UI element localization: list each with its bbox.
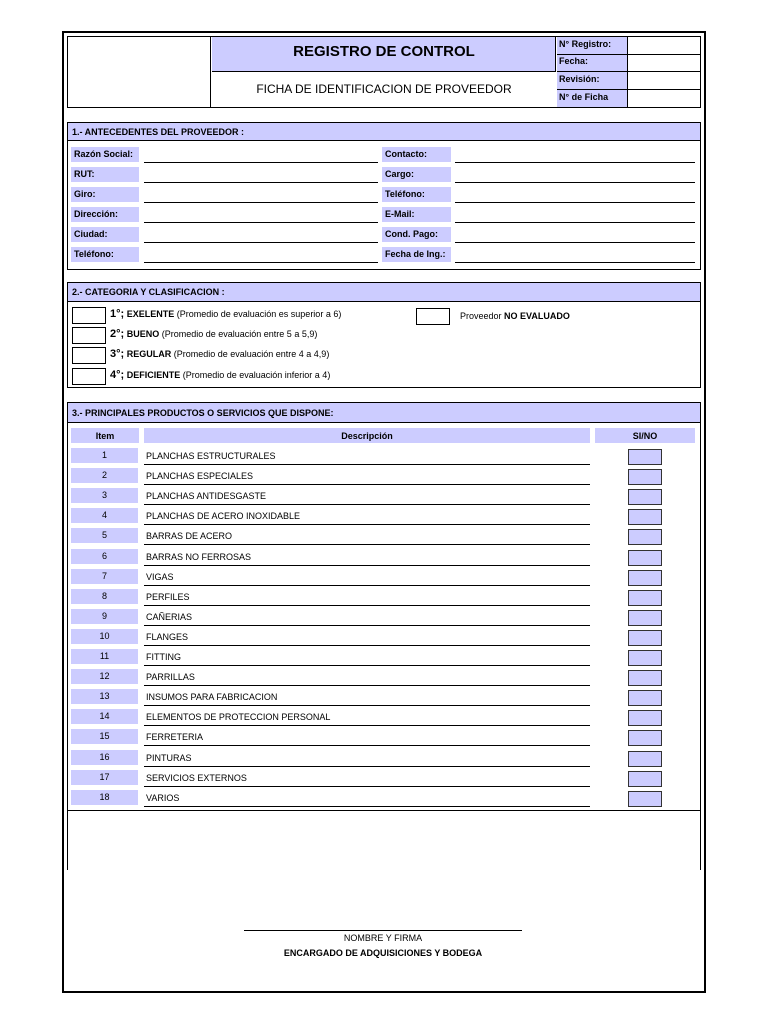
item-description: PERFILES	[146, 592, 190, 602]
sino-field[interactable]	[628, 650, 662, 666]
field-contacto[interactable]	[455, 162, 695, 163]
row-underline	[144, 524, 590, 525]
sino-field[interactable]	[628, 630, 662, 646]
not-evaluated-text: NO EVALUADO	[504, 311, 570, 321]
label-telefono-contacto: Teléfono:	[382, 187, 451, 202]
col-header-sino-text: SI/NO	[632, 431, 658, 441]
sino-field[interactable]	[628, 529, 662, 545]
item-description: FITTING	[146, 652, 181, 662]
label-cargo: Cargo:	[382, 167, 451, 182]
col-header-item-text: Item	[95, 431, 115, 441]
sino-field[interactable]	[628, 791, 662, 807]
category-name: DEFICIENTE	[126, 370, 181, 380]
sino-field[interactable]	[628, 449, 662, 465]
row-underline	[144, 745, 590, 746]
sino-field[interactable]	[628, 489, 662, 505]
label-fecha-ingreso: Fecha de Ing.:	[382, 247, 451, 262]
category-name: REGULAR	[126, 349, 172, 359]
label-direccion: Dirección:	[71, 207, 139, 222]
sino-field[interactable]	[628, 690, 662, 706]
meta-value-ficha[interactable]	[629, 90, 700, 106]
item-number: 12	[71, 669, 138, 684]
category-1	[110, 308, 341, 320]
item-description: BARRAS NO FERROSAS	[146, 552, 252, 562]
label-razon-social: Razón Social:	[71, 147, 139, 162]
category-checkbox-3[interactable]	[72, 347, 106, 364]
row-underline	[144, 464, 590, 465]
not-evaluated-checkbox[interactable]	[416, 308, 450, 325]
field-rut[interactable]	[144, 182, 378, 183]
field-direccion[interactable]	[144, 222, 378, 223]
category-name: EXELENTE	[126, 309, 175, 319]
item-description: PLANCHAS ESPECIALES	[146, 471, 254, 481]
item-number: 15	[71, 729, 138, 744]
item-number: 1	[71, 448, 138, 463]
row-underline	[144, 484, 590, 485]
item-number: 16	[71, 750, 138, 765]
sino-field[interactable]	[628, 771, 662, 787]
label-ciudad: Ciudad:	[71, 227, 139, 242]
section3-heading: 3.- PRINCIPALES PRODUCTOS O SERVICIOS QUE DISPONE:	[72, 408, 334, 418]
category-number: 2°;	[110, 328, 125, 340]
label-cond-pago: Cond. Pago:	[382, 227, 451, 242]
category-3	[110, 348, 329, 360]
sino-field[interactable]	[628, 610, 662, 626]
category-description: (Promedio de evaluación es superior a 6)	[176, 309, 342, 319]
field-giro[interactable]	[144, 202, 378, 203]
item-number: 5	[71, 528, 138, 543]
table-bottom-line	[68, 810, 700, 811]
item-description: PLANCHAS DE ACERO INOXIDABLE	[146, 511, 301, 521]
label-contacto: Contacto:	[382, 147, 451, 162]
item-description: FLANGES	[146, 632, 189, 642]
col-header-description-text: Descripción	[341, 431, 393, 441]
item-description: PINTURAS	[146, 753, 192, 763]
row-underline	[144, 705, 590, 706]
category-number: 4°;	[110, 369, 125, 381]
item-number: 8	[71, 589, 138, 604]
section1-heading: 1.- ANTECEDENTES DEL PROVEEDOR :	[72, 127, 245, 137]
row-underline	[144, 565, 590, 566]
item-description: SERVICIOS EXTERNOS	[146, 773, 247, 783]
sino-field[interactable]	[628, 670, 662, 686]
meta-value-fecha[interactable]	[629, 55, 700, 71]
label-giro: Giro:	[71, 187, 139, 202]
sino-field[interactable]	[628, 570, 662, 586]
item-description: INSUMOS PARA FABRICACION	[146, 692, 278, 702]
row-underline	[144, 544, 590, 545]
signature-role-label: ENCARGADO DE ADQUISICIONES Y BODEGA	[283, 948, 483, 958]
field-ciudad[interactable]	[144, 242, 378, 243]
row-underline	[144, 806, 590, 807]
item-number: 11	[71, 649, 138, 664]
category-checkbox-4[interactable]	[72, 368, 106, 385]
category-description: (Promedio de evaluación entre 4 a 4,9)	[173, 349, 330, 359]
row-underline	[144, 585, 590, 586]
item-description: PLANCHAS ANTIDESGASTE	[146, 491, 267, 501]
meta-value-revision[interactable]	[629, 72, 700, 88]
category-description: (Promedio de evaluación inferior a 4)	[182, 370, 331, 380]
row-underline	[144, 504, 590, 505]
field-telefono[interactable]	[144, 262, 378, 263]
item-number: 3	[71, 488, 138, 503]
meta-label-ficha: N° de Ficha	[559, 92, 609, 102]
category-checkbox-2[interactable]	[72, 327, 106, 344]
field-razon-social[interactable]	[144, 162, 378, 163]
category-checkbox-1[interactable]	[72, 307, 106, 324]
sino-field[interactable]	[628, 469, 662, 485]
item-number: 9	[71, 609, 138, 624]
label-email: E-Mail:	[382, 207, 451, 222]
not-evaluated-label	[460, 311, 570, 321]
item-number: 18	[71, 790, 138, 805]
row-underline	[144, 645, 590, 646]
item-number: 17	[71, 770, 138, 785]
category-number: 3°;	[110, 348, 125, 360]
sino-field[interactable]	[628, 730, 662, 746]
item-number: 10	[71, 629, 138, 644]
field-fecha-ingreso[interactable]	[455, 262, 695, 263]
field-cond-pago[interactable]	[455, 242, 695, 243]
item-description: VARIOS	[146, 793, 180, 803]
item-description: PARRILLAS	[146, 672, 195, 682]
field-telefono-contacto[interactable]	[455, 202, 695, 203]
row-underline	[144, 725, 590, 726]
category-4	[110, 369, 330, 381]
item-description: BARRAS DE ACERO	[146, 531, 233, 541]
item-description: FERRETERIA	[146, 732, 204, 742]
row-underline	[144, 665, 590, 666]
signature-name-label: NOMBRE Y FIRMA	[343, 933, 423, 943]
section2-heading: 2.- CATEGORIA Y CLASIFICACION :	[72, 287, 225, 297]
sino-field[interactable]	[628, 590, 662, 606]
category-number: 1°;	[110, 308, 125, 320]
sino-field[interactable]	[628, 710, 662, 726]
field-email[interactable]	[455, 222, 695, 223]
category-name: BUENO	[126, 329, 160, 339]
page-subtitle: FICHA DE IDENTIFICACION DE PROVEEDOR	[256, 82, 512, 96]
meta-value-registro[interactable]	[629, 37, 700, 53]
category-description: (Promedio de evaluación entre 5 a 5,9)	[161, 329, 318, 339]
field-cargo[interactable]	[455, 182, 695, 183]
item-description: VIGAS	[146, 572, 174, 582]
item-number: 13	[71, 689, 138, 704]
row-underline	[144, 605, 590, 606]
category-2	[110, 328, 317, 340]
row-underline	[144, 766, 590, 767]
item-description: PLANCHAS ESTRUCTURALES	[146, 451, 276, 461]
item-description: CAÑERIAS	[146, 612, 193, 622]
meta-label-revision: Revisión:	[559, 74, 600, 84]
row-underline	[144, 685, 590, 686]
row-underline	[144, 786, 590, 787]
meta-label-registro: N° Registro:	[559, 39, 612, 49]
not-evaluated-prefix: Proveedor	[460, 311, 502, 321]
meta-label-fecha: Fecha:	[559, 56, 589, 66]
item-number: 4	[71, 508, 138, 523]
logo-area	[67, 36, 211, 108]
label-telefono: Teléfono:	[71, 247, 139, 262]
item-number: 6	[71, 549, 138, 564]
sino-field[interactable]	[628, 751, 662, 767]
item-number: 7	[71, 569, 138, 584]
item-number: 2	[71, 468, 138, 483]
label-rut: RUT:	[71, 167, 139, 182]
page-title: REGISTRO DE CONTROL	[293, 43, 475, 60]
sino-field[interactable]	[628, 550, 662, 566]
item-number: 14	[71, 709, 138, 724]
sino-field[interactable]	[628, 509, 662, 525]
item-description: ELEMENTOS DE PROTECCION PERSONAL	[146, 712, 331, 722]
signature-line[interactable]	[244, 930, 522, 931]
row-underline	[144, 625, 590, 626]
